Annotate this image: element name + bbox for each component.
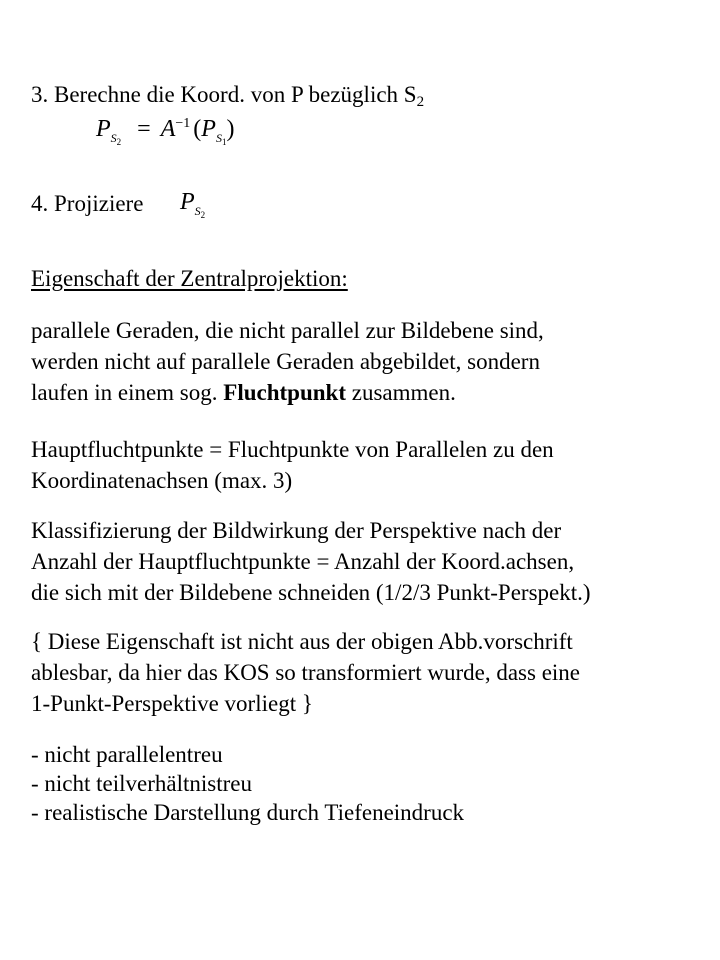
formula-lparen: ( bbox=[193, 116, 202, 142]
formula-projected-point bbox=[180, 189, 205, 220]
paragraph-note bbox=[31, 626, 580, 719]
paragraph-1-line-3-start: laufen in einem sog. bbox=[31, 380, 224, 405]
formula-sub-1: 1 bbox=[221, 137, 227, 147]
paragraph-4-line-1: { Diese Eigenschaft ist nicht aus der obigen Abb.vorschrift bbox=[31, 629, 573, 654]
formula-p-inner: P bbox=[201, 116, 216, 142]
paragraph-1-line-3 bbox=[31, 377, 544, 408]
paragraph-2-line-2: Koordinatenachsen (max. 3) bbox=[31, 468, 293, 493]
paragraph-2-line-1: Hauptfluchtpunkte = Fluchtpunkte von Parallelen zu den bbox=[31, 437, 554, 462]
formula-sub-2-projected: 2 bbox=[200, 210, 206, 220]
formula-equals: = bbox=[137, 116, 151, 142]
section-heading: Eigenschaft der Zentralprojektion: bbox=[31, 266, 348, 291]
list-item: - nicht teilverhältnistreu bbox=[31, 771, 252, 796]
formula-ps2-equals bbox=[96, 116, 234, 147]
paragraph-1-line-1: parallele Geraden, die nicht parallel zur Bildebene sind, bbox=[31, 318, 544, 343]
formula-p-projected: P bbox=[180, 189, 195, 215]
paragraph-1-line-3-end: zusammen. bbox=[345, 380, 456, 405]
formula-sub-2: 2 bbox=[116, 137, 122, 147]
step-3-line bbox=[31, 83, 424, 110]
list-item: - nicht parallelentreu bbox=[31, 742, 223, 767]
formula-s: S bbox=[110, 131, 117, 145]
step-4-text: 4. Projiziere bbox=[31, 191, 144, 216]
list-item: - realistische Darstellung durch Tiefeneindruck bbox=[31, 800, 465, 825]
paragraph-3-line-1: Klassifizierung der Bildwirkung der Perspektive nach der bbox=[31, 518, 562, 543]
paragraph-1-line-2: werden nicht auf parallele Geraden abgebildet, sondern bbox=[31, 349, 540, 374]
formula-inverse: −1 bbox=[175, 116, 191, 131]
step-4-line bbox=[31, 192, 143, 215]
term-fluchtpunkt: Fluchtpunkt bbox=[223, 380, 346, 405]
formula-p: P bbox=[96, 116, 111, 142]
formula-rparen: ) bbox=[226, 116, 235, 142]
formula-a: A bbox=[160, 116, 176, 142]
paragraph-4-line-3: 1-Punkt-Perspektive vorliegt } bbox=[31, 691, 313, 716]
property-list bbox=[31, 740, 464, 827]
step-3-text: 3. Berechne die Koord. von P bezüglich S bbox=[31, 82, 417, 107]
paragraph-vanishing-point bbox=[31, 315, 544, 408]
paragraph-3-line-3: die sich mit der Bildebene schneiden (1/2/3 Punkt-Perspekt.) bbox=[31, 580, 591, 605]
formula-s-projected: S bbox=[194, 204, 201, 218]
paragraph-main-vanishing-points bbox=[31, 434, 554, 496]
step-3-subscript: 2 bbox=[416, 94, 425, 110]
paragraph-classification bbox=[31, 515, 591, 608]
formula-s-inner: S bbox=[215, 131, 222, 145]
paragraph-4-line-2: ablesbar, da hier das KOS so transformiert wurde, dass eine bbox=[31, 660, 581, 685]
paragraph-3-line-2: Anzahl der Hauptfluchtpunkte = Anzahl der Koord.achsen, bbox=[31, 549, 575, 574]
